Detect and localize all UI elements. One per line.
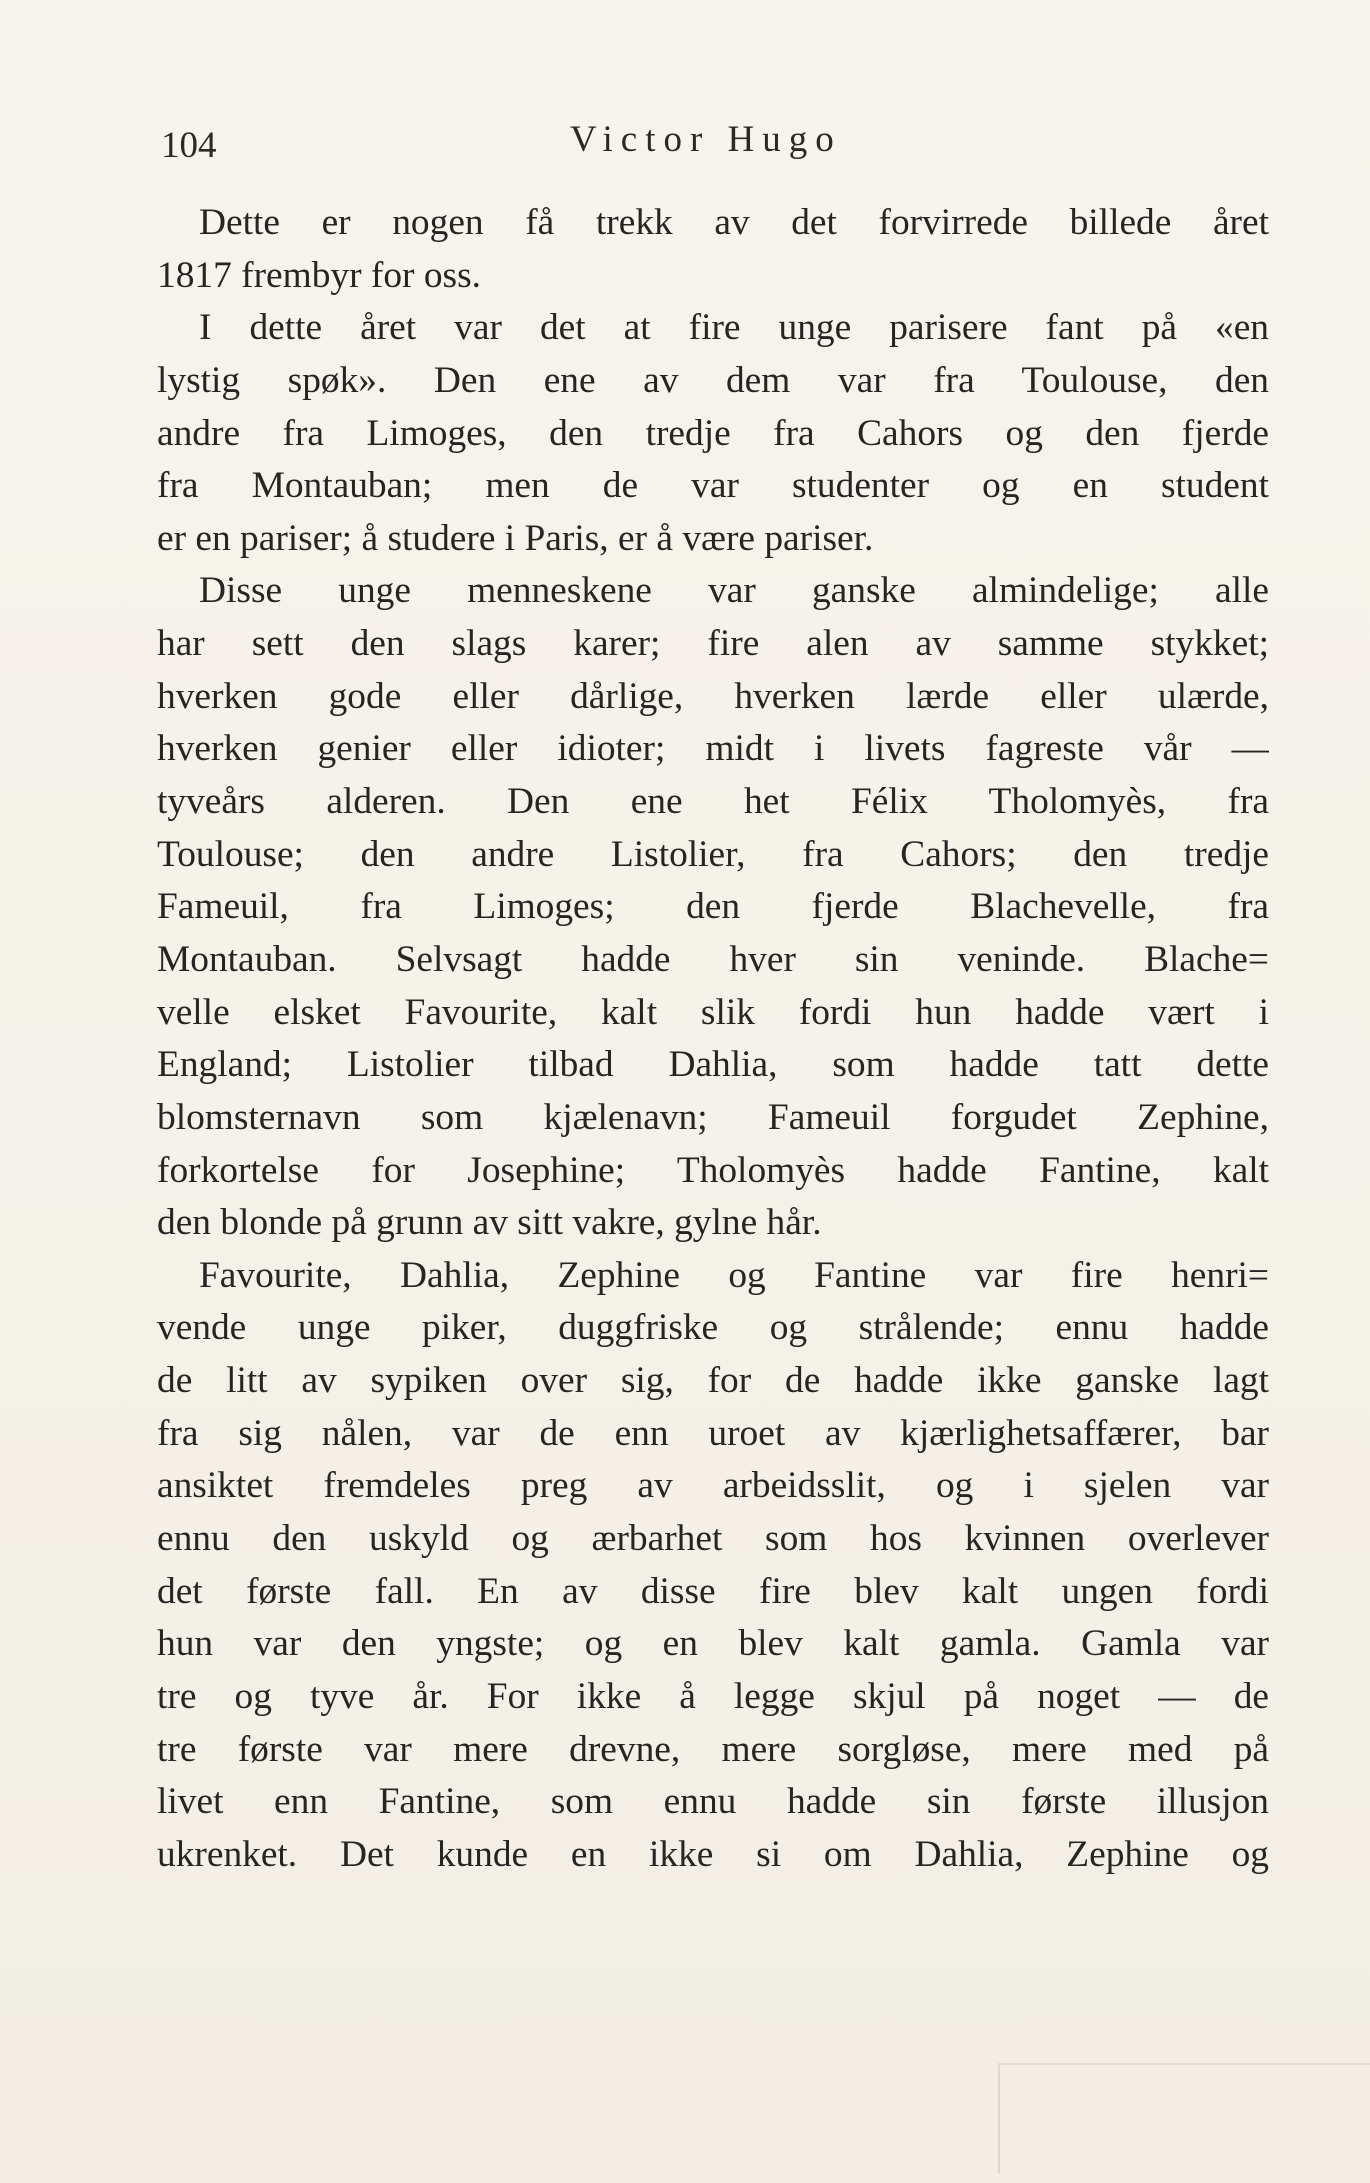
text-line: I dette året var det at fire unge parisere fant på «en xyxy=(199,307,1269,349)
text-line: de litt av sypiken over sig, for de hadde ikke ganske lagt xyxy=(157,1360,1269,1402)
text-line: fra sig nålen, var de enn uroet av kjærlighetsaffærer, bar xyxy=(157,1412,1269,1454)
running-title: Victor Hugo xyxy=(570,119,842,160)
text-line: andre fra Limoges, den tredje fra Cahors og den fjerde xyxy=(157,412,1269,454)
text-line: England; Listolier tilbad Dahlia, som hadde tatt dette xyxy=(157,1044,1269,1086)
scan-edge-mark xyxy=(998,2063,1000,2173)
text-line: ennu den uskyld og ærbarhet som hos kvinnen overlever xyxy=(157,1518,1269,1560)
text-line: hverken gode eller dårlige, hverken lærde eller ulærde, xyxy=(157,675,1269,717)
scan-edge-mark xyxy=(998,2063,1370,2065)
text-line: Dette er nogen få trekk av det forvirrede billede året xyxy=(199,202,1269,243)
text-line: hverken genier eller idioter; midt i livets fagreste vår — xyxy=(157,728,1269,770)
text-line: Montauban. Selvsagt hadde hver sin veninde. Blache= xyxy=(157,938,1269,980)
text-line: 1817 frembyr for oss. xyxy=(157,254,481,296)
text-line: tre første var mere drevne, mere sorgløse, mere med på xyxy=(157,1728,1269,1770)
text-line: Fameuil, fra Limoges; den fjerde Blachevelle, fra xyxy=(157,886,1269,928)
text-line: tre og tyve år. For ikke å legge skjul på noget — de xyxy=(157,1675,1269,1717)
text-line: den blonde på grunn av sitt vakre, gylne hår. xyxy=(157,1202,822,1244)
page-number: 104 xyxy=(161,125,217,166)
text-line: lystig spøk». Den ene av dem var fra Toulouse, den xyxy=(157,359,1269,401)
text-line: blomsternavn som kjælenavn; Fameuil forgudet Zephine, xyxy=(157,1096,1269,1138)
text-line: livet enn Fantine, som ennu hadde sin første illusjon xyxy=(157,1781,1269,1823)
text-line: er en pariser; å studere i Paris, er å være pariser. xyxy=(157,517,874,559)
text-line: velle elsket Favourite, kalt slik fordi hun hadde vært i xyxy=(157,991,1269,1033)
text-line: ansiktet fremdeles preg av arbeidsslit, og i sjelen var xyxy=(157,1465,1269,1507)
text-line: tyveårs alderen. Den ene het Félix Tholomyès, fra xyxy=(157,781,1269,823)
text-line: hun var den yngste; og en blev kalt gamla. Gamla var xyxy=(157,1623,1269,1665)
text-line: har sett den slags karer; fire alen av samme stykket; xyxy=(157,623,1269,665)
running-head xyxy=(158,118,1268,178)
text-line: forkortelse for Josephine; Tholomyès hadde Fantine, kalt xyxy=(157,1149,1269,1191)
text-line: ukrenket. Det kunde en ikke si om Dahlia, Zephine og xyxy=(157,1833,1269,1875)
text-line: vende unge piker, duggfriske og strålende; ennu hadde xyxy=(157,1307,1269,1349)
body-text xyxy=(157,197,1269,1882)
text-line: fra Montauban; men de var studenter og en student xyxy=(157,465,1269,507)
text-line: Favourite, Dahlia, Zephine og Fantine var fire henri= xyxy=(199,1254,1269,1296)
text-line: Toulouse; den andre Listolier, fra Cahors; den tredje xyxy=(157,833,1269,875)
text-line: det første fall. En av disse fire blev kalt ungen fordi xyxy=(157,1570,1269,1612)
text-line: Disse unge menneskene var ganske almindelige; alle xyxy=(199,570,1269,612)
